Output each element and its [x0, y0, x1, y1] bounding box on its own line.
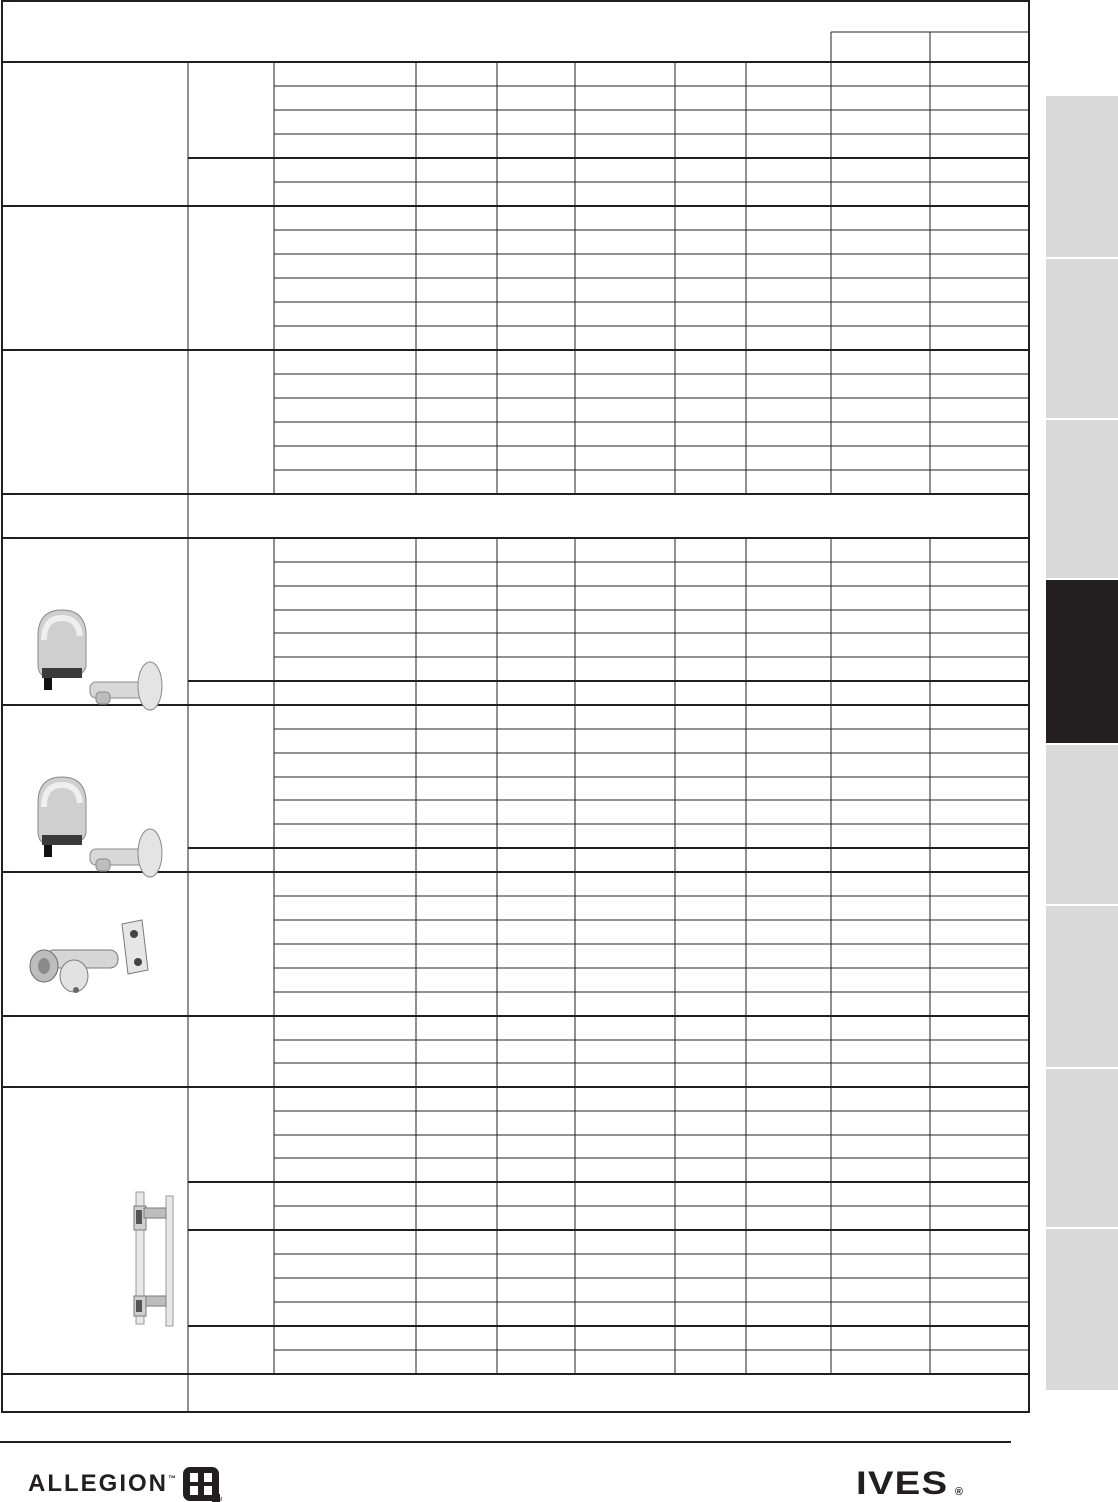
ives-logo-text: IVES [856, 1465, 949, 1501]
trademark-mark: ™ [168, 1474, 176, 1483]
registered-mark: ® [954, 1486, 964, 1498]
section-tab-4[interactable] [1046, 580, 1118, 743]
footer-rule [0, 1441, 1011, 1443]
section-tab-5[interactable] [1046, 745, 1118, 904]
allegion-logo-text: ALLEGION [28, 1470, 168, 1497]
section-tab-8[interactable] [1046, 1229, 1118, 1390]
door-holder-photo-2 [38, 777, 162, 877]
door-holder-photo-1 [38, 610, 162, 710]
dust-proof-strike-photo [30, 920, 148, 993]
allegion-mark-icon [182, 1466, 223, 1502]
allegion-logo [28, 1466, 223, 1502]
section-tab-7[interactable] [1046, 1069, 1118, 1227]
section-tab-2[interactable] [1046, 259, 1118, 418]
ives-logo [856, 1465, 964, 1501]
flush-bolt-photo [134, 1192, 173, 1326]
section-tab-6[interactable] [1046, 906, 1118, 1067]
svg-text:TM: TM [215, 1497, 223, 1502]
section-tab-3[interactable] [1046, 420, 1118, 578]
section-tab-1[interactable] [1046, 96, 1118, 257]
